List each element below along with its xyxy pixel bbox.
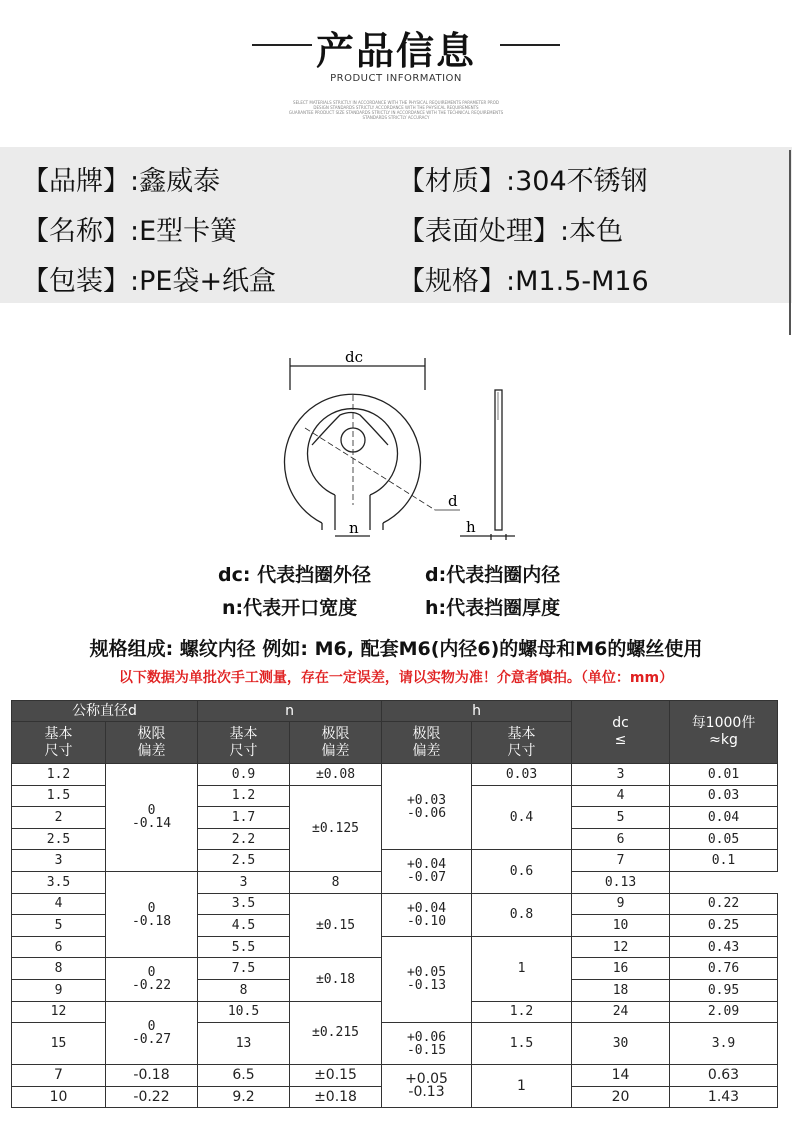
cell-weight: 0.03 [670,785,778,807]
cell-d-dev: 0 -0.14 [106,764,198,872]
cell-h-dev: +0.05 -0.13 [382,1065,472,1108]
cell-d: 6 [12,936,106,958]
cell-weight: 0.95 [670,979,778,1001]
header-d-dev: 极限 偏差 [106,722,198,764]
fine-print-2: DESIGN STANDARDS STRICTLY ACCORDANCE WITH THE PHYSICAL REQUIREMENTS [313,105,479,110]
material-field: 【材质】:304不锈钢 [398,166,648,197]
label-d: d [448,492,458,510]
spec-table [11,700,778,1108]
fine-print-1: SELECT MATERIALS STRICTLY IN ACCORDANCE WITH THE PHYSICAL REQUIREMENTS PARAMETER PROD [293,100,499,105]
cell-h-basic: 0.4 [472,785,572,850]
cell-n: 5.5 [198,936,290,958]
package-field: 【包装】:PE袋+纸盒 [22,266,277,297]
cell-d: 4 [12,893,106,915]
cell-d: 9 [12,979,106,1001]
cell-d: 3.5 [12,871,106,893]
name-field: 【名称】:E型卡簧 [22,216,238,247]
label-n: n [349,519,359,537]
cell-n: 9.2 [198,1086,290,1108]
warning-note: 以下数据为单批次手工测量，存在一定误差，请以实物为准！介意者慎拍。（单位：mm） [118,670,674,686]
cell-n: 2.2 [198,828,290,850]
cell-d-dev: -0.18 [106,1065,198,1087]
cell-n: 1.2 [198,785,290,807]
label-dc: dc [345,348,364,366]
cell-h-basic: 1.5 [472,1023,572,1065]
spec-note: 规格组成: 螺纹内径 例如: M6, 配套M6(内径6)的螺母和M6的螺丝使用 [89,638,703,660]
cell-weight: 3.9 [670,1023,778,1065]
spec-field: 【规格】:M1.5-M16 [398,266,649,297]
cell-n: 13 [198,1023,290,1065]
cell-n: 10.5 [198,1001,290,1023]
legend-n: n:代表开口宽度 [222,597,358,619]
header-h-dev: 极限 偏差 [382,722,472,764]
cell-weight: 1.43 [670,1086,778,1108]
cell-n-dev: ±0.08 [290,764,382,786]
label-h: h [466,518,476,536]
cell-weight: 2.09 [670,1001,778,1023]
cell-h-dev: +0.04 -0.10 [382,893,472,936]
cell-d: 1.2 [12,764,106,786]
cell-n: 1.7 [198,807,290,829]
cell-h-dev: +0.05 -0.13 [382,936,472,1022]
header-dc: dc ≤ [572,701,670,764]
cell-h-dev: +0.06 -0.15 [382,1023,472,1065]
cell-dc: 8 [290,871,382,893]
cell-d: 3 [12,850,106,872]
cell-dc: 16 [572,958,670,980]
header-n: n [198,701,382,722]
header-h-basic: 基本 尺寸 [472,722,572,764]
cell-weight: 0.1 [670,850,778,872]
header-h: h [382,701,572,722]
right-edge-mark [789,150,791,335]
cell-weight: 0.22 [670,893,778,915]
cell-h-dev: +0.03 -0.06 [382,764,472,850]
cell-dc: 3 [572,764,670,786]
cell-d-dev: -0.22 [106,1086,198,1108]
page-subtitle: PRODUCT INFORMATION [330,73,462,84]
cell-n: 8 [198,979,290,1001]
header-nominal-d: 公称直径d [12,701,198,722]
legend-d: d:代表挡圈内径 [425,564,561,586]
cell-h-basic: 1 [472,1065,572,1108]
cell-weight: 0.43 [670,936,778,958]
cell-dc: 4 [572,785,670,807]
cell-weight: 0.25 [670,915,778,937]
cell-d: 15 [12,1023,106,1065]
fine-print-4: STANDARDS STRICTLY ACCURACY [362,115,430,120]
cell-d: 2.5 [12,828,106,850]
product-info-panel [0,147,792,303]
cell-dc: 30 [572,1023,670,1065]
cell-d-dev: 0 -0.22 [106,958,198,1001]
cell-dc: 18 [572,979,670,1001]
cell-h-basic: 1 [472,936,572,1001]
page-title: 产品信息 [315,29,476,73]
cell-dc: 20 [572,1086,670,1108]
cell-n: 4.5 [198,915,290,937]
cell-d: 5 [12,915,106,937]
fine-print-3: GUARANTEE PRODUCT SIZE STANDARDS STRICTLY IN ACCORDANCE WITH THE TECHNICAL REQUIREMENTS [288,110,504,115]
cell-dc: 12 [572,936,670,958]
cell-dc: 14 [572,1065,670,1087]
cell-n-dev: ±0.18 [290,958,382,1001]
e-clip-drawing [260,340,530,545]
cell-n: 2.5 [198,850,290,872]
title-line-right [500,44,560,46]
legend-dc: dc: 代表挡圈外径 [218,564,372,586]
cell-d: 12 [12,1001,106,1023]
cell-weight: 0.76 [670,958,778,980]
cell-n-dev: ±0.15 [290,893,382,958]
side-view [495,390,502,530]
clip-outer-edge [285,394,421,523]
cell-weight: 0.63 [670,1065,778,1087]
cell-n-dev: ±0.125 [290,785,382,871]
header-weight: 每1000件 ≈kg [670,701,778,764]
cell-h-dev: +0.04 -0.07 [382,850,472,893]
cell-n: 3 [198,871,290,893]
cell-d: 1.5 [12,785,106,807]
cell-n-dev: ±0.215 [290,1001,382,1065]
legend-h: h:代表挡圈厚度 [425,597,561,619]
cell-dc: 10 [572,915,670,937]
cell-h-basic: 0.6 [472,850,572,893]
cell-weight: 0.05 [670,828,778,850]
cell-h-basic: 1.2 [472,1001,572,1023]
header-d-basic: 基本 尺寸 [12,722,106,764]
table-row [12,1065,778,1087]
cell-d: 2 [12,807,106,829]
cell-weight: 0.04 [670,807,778,829]
cell-n: 7.5 [198,958,290,980]
cell-dc: 6 [572,828,670,850]
cell-weight: 0.01 [670,764,778,786]
cell-n: 6.5 [198,1065,290,1087]
cell-dc: 7 [572,850,670,872]
cell-d-dev: 0 -0.18 [106,871,198,957]
cell-dc: 9 [572,893,670,915]
cell-n: 0.9 [198,764,290,786]
header-n-dev: 极限 偏差 [290,722,382,764]
cell-dc: 5 [572,807,670,829]
header-n-basic: 基本 尺寸 [198,722,290,764]
cell-n: 3.5 [198,893,290,915]
cell-weight: 0.13 [572,871,670,893]
brand-field: 【品牌】:鑫威泰 [22,166,221,197]
cell-h-basic: 0.8 [472,893,572,936]
surface-field: 【表面处理】:本色 [398,216,624,247]
cell-d-dev: 0 -0.27 [106,1001,198,1065]
cell-n-dev: ±0.15 [290,1065,382,1087]
cell-d: 10 [12,1086,106,1108]
cell-h-basic: 0.03 [472,764,572,786]
table-row [12,764,778,786]
cell-dc: 24 [572,1001,670,1023]
cell-d: 7 [12,1065,106,1087]
cell-d: 8 [12,958,106,980]
cell-n-dev: ±0.18 [290,1086,382,1108]
